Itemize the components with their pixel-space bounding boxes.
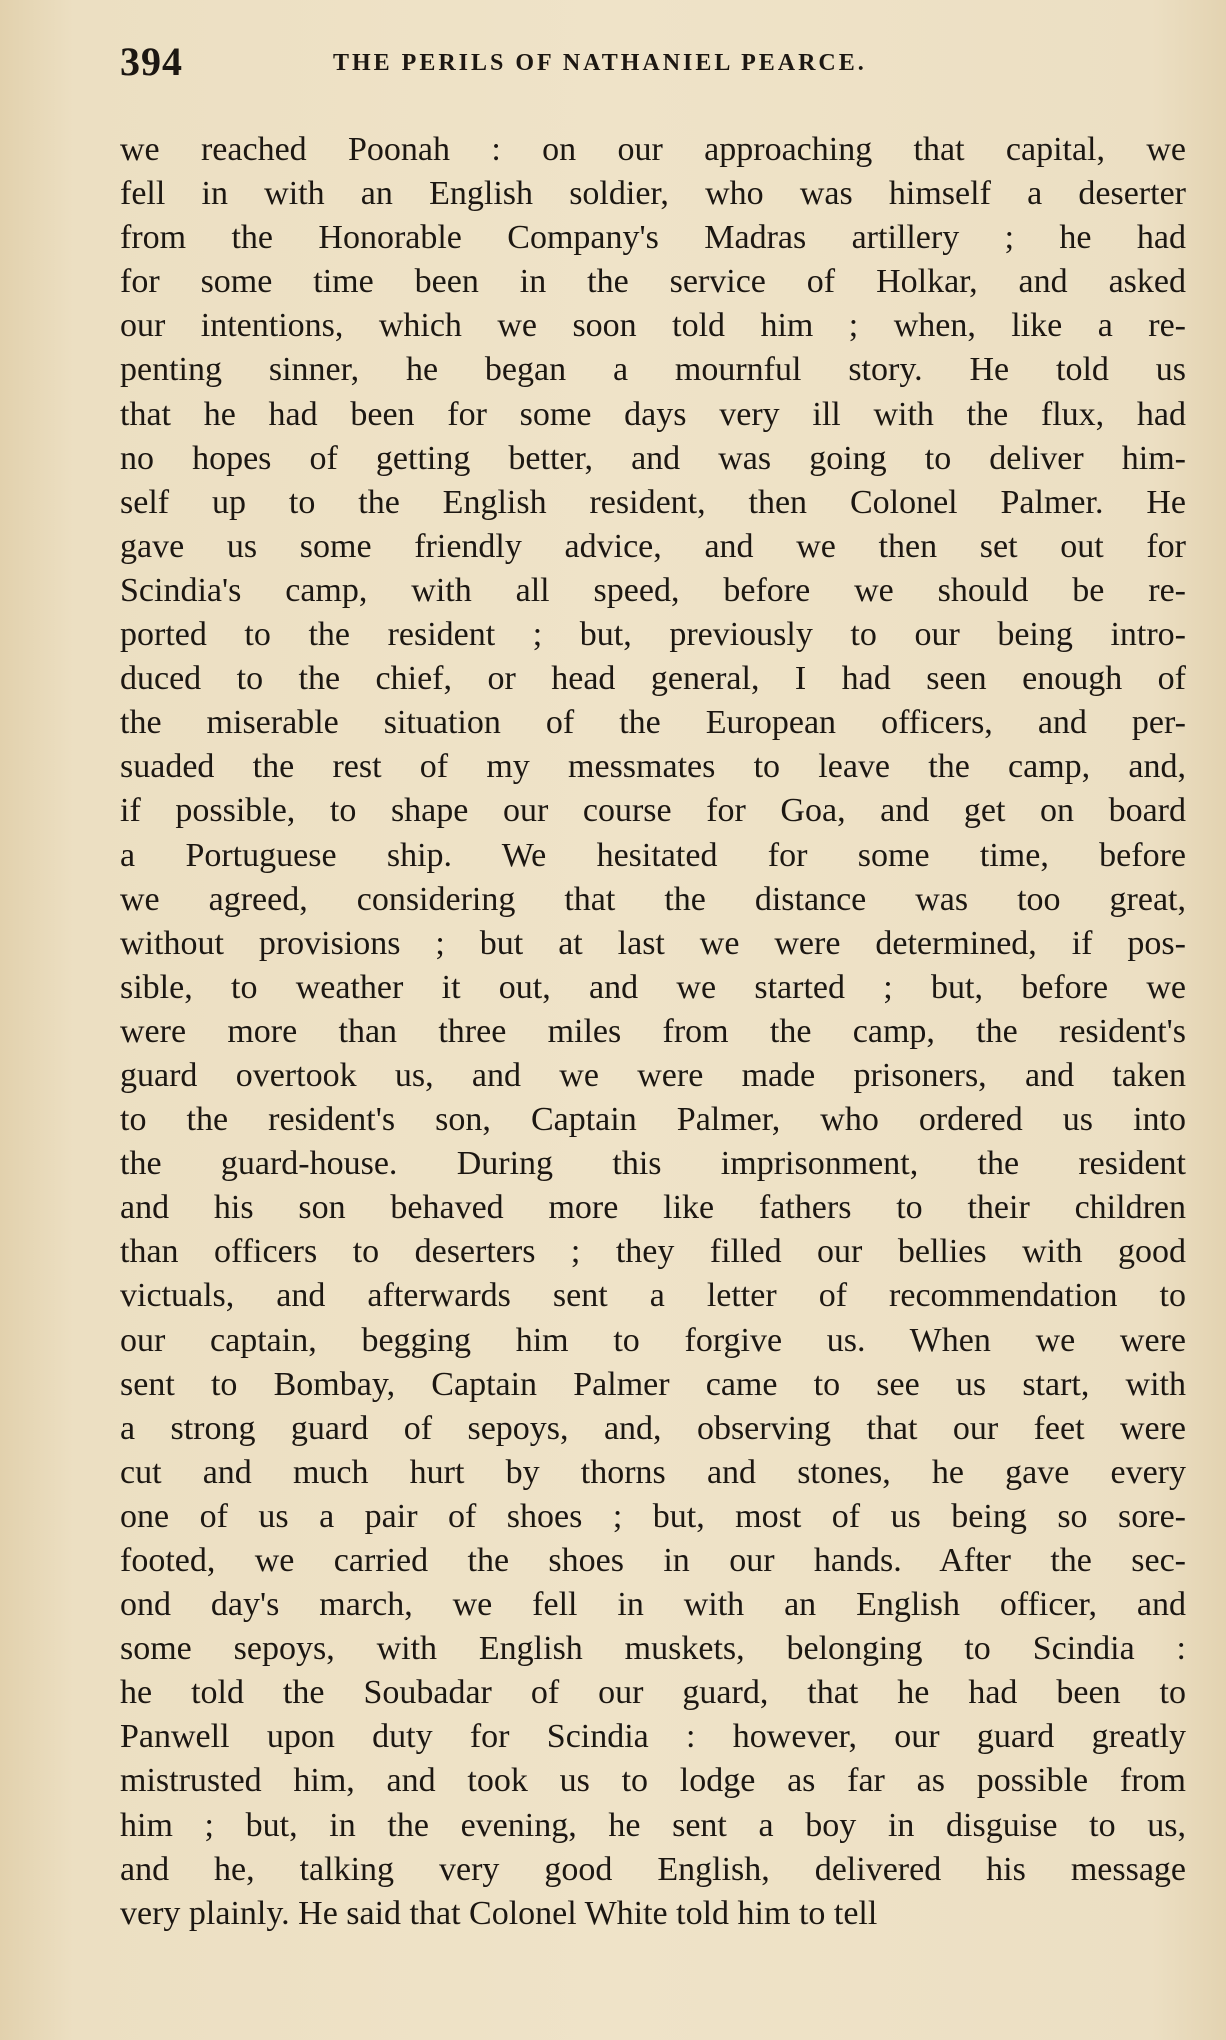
text-line: our intentions, which we soon told him ; when, like a re- bbox=[120, 307, 1186, 345]
text-line: Scindia's camp, with all speed, before we should be re- bbox=[120, 571, 1186, 609]
text-line: were more than three miles from the camp, the resident's bbox=[120, 1012, 1186, 1050]
text-line: for some time been in the service of Holkar, and asked bbox=[120, 263, 1186, 301]
text-line: we agreed, considering that the distance was too great, bbox=[120, 880, 1186, 918]
running-head: THE PERILS OF NATHANIEL PEARCE. bbox=[333, 50, 867, 76]
text-line: sible, to weather it out, and we started ; but, before we bbox=[120, 968, 1186, 1006]
text-line: suaded the rest of my messmates to leave the camp, and, bbox=[120, 748, 1186, 786]
body-text bbox=[120, 128, 1186, 1936]
text-line: he told the Soubadar of our guard, that he had been to bbox=[120, 1674, 1186, 1712]
page-number: 394 bbox=[120, 39, 183, 84]
text-line: from the Honorable Company's Madras artillery ; he had bbox=[120, 219, 1186, 257]
text-line: and he, talking very good English, delivered his message bbox=[120, 1850, 1186, 1888]
text-line: to the resident's son, Captain Palmer, who ordered us into bbox=[120, 1101, 1186, 1139]
text-line: Panwell upon duty for Scindia : however, our guard greatly bbox=[120, 1718, 1186, 1756]
text-line: ond day's march, we fell in with an English officer, and bbox=[120, 1586, 1186, 1624]
text-line: him ; but, in the evening, he sent a boy in disguise to us, bbox=[120, 1806, 1186, 1844]
text-line: mistrusted him, and took us to lodge as far as possible from bbox=[120, 1762, 1186, 1800]
text-line: fell in with an English soldier, who was himself a deserter bbox=[120, 175, 1186, 213]
text-line: sent to Bombay, Captain Palmer came to see us start, with bbox=[120, 1365, 1186, 1403]
text-line: ported to the resident ; but, previously to our being intro- bbox=[120, 616, 1186, 654]
text-line: a strong guard of sepoys, and, observing that our feet were bbox=[120, 1409, 1186, 1447]
text-line: victuals, and afterwards sent a letter of recommendation to bbox=[120, 1277, 1186, 1315]
text-line: we reached Poonah : on our approaching that capital, we bbox=[120, 131, 1186, 168]
text-line: our captain, begging him to forgive us. When we were bbox=[120, 1321, 1186, 1359]
text-line: if possible, to shape our course for Goa, and get on board bbox=[120, 792, 1186, 830]
text-line: a Portuguese ship. We hesitated for some time, before bbox=[120, 836, 1186, 874]
text-line: the guard-house. During this imprisonment, the resident bbox=[120, 1145, 1186, 1183]
text-line: some sepoys, with English muskets, belonging to Scindia : bbox=[120, 1630, 1186, 1668]
text-line: self up to the English resident, then Colonel Palmer. He bbox=[120, 483, 1186, 521]
text-line: without provisions ; but at last we were determined, if pos- bbox=[120, 924, 1186, 962]
text-line: duced to the chief, or head general, I had seen enough of bbox=[120, 660, 1186, 698]
text-line: that he had been for some days very ill with the flux, had bbox=[120, 395, 1186, 433]
text-line: very plainly. He said that Colonel White told him to tell bbox=[120, 1894, 878, 1932]
text-line: one of us a pair of shoes ; but, most of us being so sore- bbox=[120, 1497, 1186, 1535]
text-line: than officers to deserters ; they filled our bellies with good bbox=[120, 1233, 1186, 1271]
text-line: the miserable situation of the European officers, and per- bbox=[120, 704, 1186, 742]
text-line: footed, we carried the shoes in our hands. After the sec- bbox=[120, 1542, 1186, 1579]
text-line: cut and much hurt by thorns and stones, he gave every bbox=[120, 1453, 1186, 1491]
text-line: no hopes of getting better, and was going to deliver him- bbox=[120, 439, 1186, 477]
text-line: and his son behaved more like fathers to their children bbox=[120, 1189, 1186, 1227]
text-line: guard overtook us, and we were made prisoners, and taken bbox=[120, 1056, 1186, 1094]
text-line: gave us some friendly advice, and we then set out for bbox=[120, 527, 1186, 565]
text-line: penting sinner, he began a mournful story. He told us bbox=[120, 351, 1186, 389]
page-header bbox=[120, 38, 1120, 98]
